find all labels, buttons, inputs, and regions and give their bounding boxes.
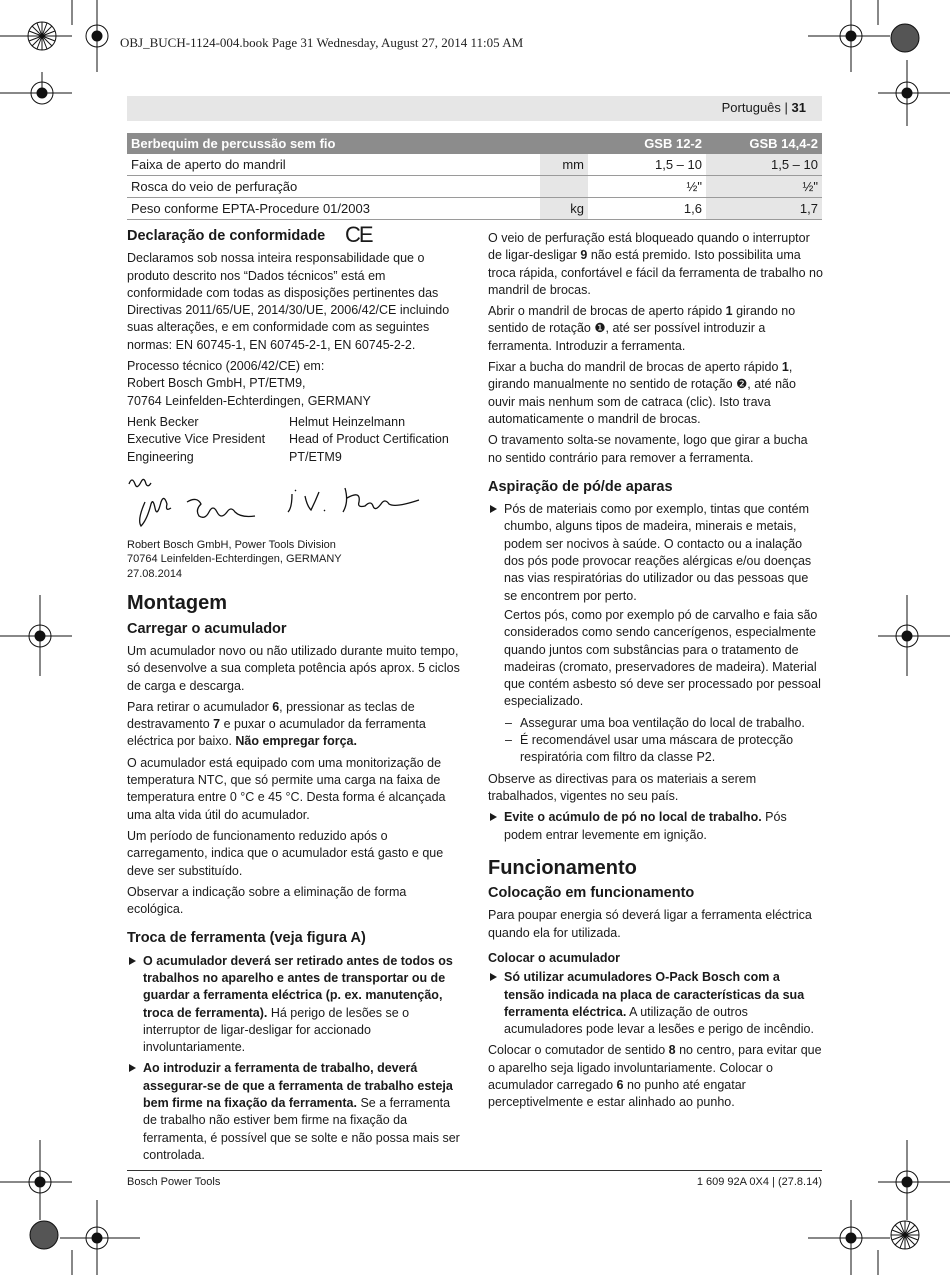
text-run: Pós podem entrar levemente em ignição. [504, 810, 787, 842]
company-address: Robert Bosch GmbH, Power Tools Division 70764 Leinfelden-Echterdingen, GERMANY 27.08.2014 [127, 538, 342, 580]
carregar-p4: Um período de funcionamento reduzido após o carregamento, indica que o acumulador está gasto e que deve ser substituído. [127, 828, 444, 878]
text-run: no centro, para evitar que o aparelho seja ligado involuntariamente. Colocar o acumulador carregado [488, 1043, 822, 1093]
right-p2 [488, 303, 823, 355]
text-run: , girando manualmente no sentido de rotação ❷, até não ouvir mais nenhum som de catraca (clic). Isto trava automaticamente o mandril de brocas. [488, 360, 796, 426]
conformity-text: Declaramos sob nossa inteira responsabilidade que o produto descrito nos “Dados técnicos” está em conformidade com todas as disposições pertinentes das Directivas 2011/65/UE, 2014/30/UE, 2006/42/CE incluindo suas alterações, e em conformidade com as seguintes normas: EN 60745-1, EN 60745-2-1, EN 60745-2-2. [127, 251, 450, 352]
ref-number: 1 [725, 304, 733, 319]
table-header-row [127, 133, 822, 154]
signer-heinzelmann: Helmut Heinzelmann Head of Product Certification PT/ETM9 [289, 414, 449, 464]
warning-text: Não empregar força. [235, 734, 357, 749]
table-cell: ½" [588, 176, 706, 198]
carregar-p2 [127, 699, 462, 751]
table-header: GSB 12-2 [588, 133, 706, 154]
text-run: Há perigo de lesões se o interruptor de ligar-desligar for accionado involuntariamente. [143, 1005, 410, 1055]
signatures-image [127, 472, 447, 534]
text-run: Fixar a bucha do mandril de brocas de aperto rápido [488, 360, 782, 375]
colocar-acumulador-heading: Colocar o acumulador [488, 950, 620, 965]
text-run: girando no sentido de rotação ❶, até ser possível introduzir a ferramenta. Introduzir a ferramenta. [488, 304, 796, 353]
table-cell: kg [540, 198, 588, 220]
carregar-heading: Carregar o acumulador [127, 620, 287, 637]
left-column [127, 222, 462, 1168]
bullet-triangle-icon [490, 505, 497, 513]
text-run: A utilização de outros acumuladores pode levar a lesões e perigo de incêndio. [504, 1004, 814, 1037]
aspiracao-heading: Aspiração de pó/de aparas [488, 478, 673, 495]
text-run: Colocar o comutador de sentido [488, 1043, 669, 1058]
bullet-triangle-icon [129, 957, 136, 965]
table-cell: ½" [706, 176, 822, 198]
text-run: Assegurar uma boa ventilação do local de trabalho. [520, 715, 805, 730]
page-footer [127, 1170, 822, 1188]
list-item: – Assegurar uma boa ventilação do local de trabalho. [505, 715, 805, 730]
list-item [127, 1060, 462, 1164]
carregar-p5: Observar a indicação sobre a eliminação de forma ecológica. [127, 884, 407, 917]
ref-number: 7 [213, 717, 221, 732]
text-run: Se a ferramenta de trabalho não estiver bem firme na fixação da ferramenta, é possível que se solte e não possa mais ser controlada. [143, 1096, 460, 1162]
table-cell: Faixa de aperto do mandril [127, 154, 540, 176]
bullet-triangle-icon [490, 813, 497, 821]
text-run: Abrir o mandril de brocas de aperto rápido [488, 304, 726, 319]
table-header [540, 133, 588, 154]
ref-number: 1 [781, 360, 789, 375]
bullet-triangle-icon [490, 973, 497, 981]
right-p4: O travamento solta-se novamente, logo que girar a bucha no sentido contrário para remover a ferramenta. [488, 433, 808, 465]
page-number: 31 [791, 100, 806, 115]
colocacao-heading: Colocação em funcionamento [488, 885, 695, 902]
text-run: Certos pós, como por exemplo pó de carvalho e faia são considerados como sendo cancerígenos, especialmente quando juntos com substâncias para o tratamento de madeiras (cromato, preservadores de madeira). Material que contém asbesto só deve ser processado por pessoal especializado. [504, 607, 821, 709]
table-row [127, 176, 822, 198]
ce-mark-icon: CE [345, 222, 372, 247]
montagem-heading: Montagem [127, 592, 227, 615]
warning-text: Só utilizar acumuladores O-Pack Bosch com a tensão indicada na placa de características da sua ferramenta eléctrica. [504, 970, 805, 1019]
footer-right: 1 609 92A 0X4 | (27.8.14) [696, 1176, 822, 1188]
table-cell: 1,6 [588, 198, 706, 220]
troca-heading: Troca de ferramenta (veja figura A) [127, 930, 366, 947]
list-item: – É recomendável usar uma máscara de protecção respiratória com filtro da classe P2. [505, 733, 794, 765]
colocacao-p2 [488, 1042, 823, 1111]
list-item [488, 809, 823, 844]
warning-text: Ao introduzir a ferramenta de trabalho, deverá assegurar-se de que a ferramenta de trabalho esteja bem firme na fixação da ferramenta. [143, 1061, 453, 1111]
page-header [127, 96, 822, 121]
print-slug: OBJ_BUCH-1124-004.book Page 31 Wednesday, August 27, 2014 11:05 AM [120, 35, 524, 50]
carregar-p1: Um acumulador novo ou não utilizado durante muito tempo, só desenvolve a sua completa potência após aprox. 5 ciclos de carga e descarga. [127, 643, 460, 693]
right-column [488, 230, 823, 1116]
conformity-heading [127, 222, 462, 247]
table-header: GSB 14,4-2 [706, 133, 822, 154]
aspiracao-p: Observe as directivas para os materiais a serem trabalhados, vigentes no seu país. [488, 771, 757, 803]
list-item [127, 953, 462, 1057]
language-label: Português | [721, 100, 788, 115]
table-cell: mm [540, 154, 588, 176]
warning-text: Evite o acúmulo de pó no local de trabalho. [504, 810, 762, 825]
table-cell: 1,7 [706, 198, 822, 220]
ref-number: 6 [616, 1078, 624, 1093]
text-run: Pós de materiais como por exemplo, tintas que contém chumbo, alguns tipos de madeira, minerais e metais, podem ser nocivos à saúde. O contacto ou a inalação dos pós pode provocar reações alérgicas e/ou doenças nas vias respiratórias do utilizador ou das pessoas que se encontrem por perto. [504, 502, 812, 603]
technical-file: Processo técnico (2006/42/CE) em: Robert Bosch GmbH, PT/ETM9, 70764 Leinfelden-Echterdingen, GERMANY [127, 359, 371, 408]
signers [127, 414, 462, 466]
list-item [488, 969, 823, 1038]
text-run: não está premido. Isto possibilita uma troca rápida, confortável e fácil da ferramenta de trabalho no mandril de brocas. [488, 248, 823, 297]
text-run: O veio de perfuração está bloqueado quando o interruptor de ligar-desligar [488, 231, 810, 263]
right-p3 [488, 359, 823, 428]
text-run: e puxar o acumulador da ferramenta eléctrica por baixo. [127, 717, 426, 749]
table-row [127, 154, 822, 176]
table-cell [540, 176, 588, 198]
table-header: Berbequim de percussão sem fio [127, 133, 540, 154]
bullet-triangle-icon [129, 1064, 136, 1072]
list-item [488, 501, 823, 711]
warning-text: O acumulador deverá ser retirado antes de todos os trabalhos no aparelho e antes de transportar ou de guardar a ferramenta eléctrica (p. ex. manutenção, troca de ferramenta). [143, 953, 453, 1020]
text-run: , pressionar as teclas de destravamento [127, 699, 415, 732]
table-cell: 1,5 – 10 [706, 154, 822, 176]
text-run: Para retirar o acumulador [127, 699, 273, 714]
ref-number: 9 [580, 248, 588, 263]
ref-number: 8 [668, 1043, 676, 1058]
table-cell: Rosca do veio de perfuração [127, 176, 540, 198]
table-row [127, 198, 822, 220]
table-cell: 1,5 – 10 [588, 154, 706, 176]
signer-becker: Henk Becker Executive Vice President Engineering [127, 414, 266, 464]
text-run: no punho até engatar perceptivelmente e estar alinhado ao punho. [488, 1078, 746, 1110]
text-run: É recomendável usar uma máscara de protecção respiratória com filtro da classe P2. [520, 733, 794, 765]
colocacao-p: Para poupar energia só deverá ligar a ferramenta eléctrica quando ela for utilizada. [488, 908, 812, 940]
footer-left: Bosch Power Tools [127, 1176, 221, 1188]
carregar-p3: O acumulador está equipado com uma monitorização de temperatura NTC, que só permite uma carga na faixa de temperatura entre 0 °C e 45 °C. Desta forma é alcançada uma alta vida útil do acumulador. [127, 755, 446, 822]
conformity-title: Declaração de conformidade [127, 228, 326, 244]
right-p1 [488, 230, 823, 299]
funcionamento-heading: Funcionamento [488, 856, 637, 879]
table-cell: Peso conforme EPTA-Procedure 01/2003 [127, 198, 540, 220]
ref-number: 6 [272, 699, 280, 714]
spec-table [127, 133, 822, 220]
